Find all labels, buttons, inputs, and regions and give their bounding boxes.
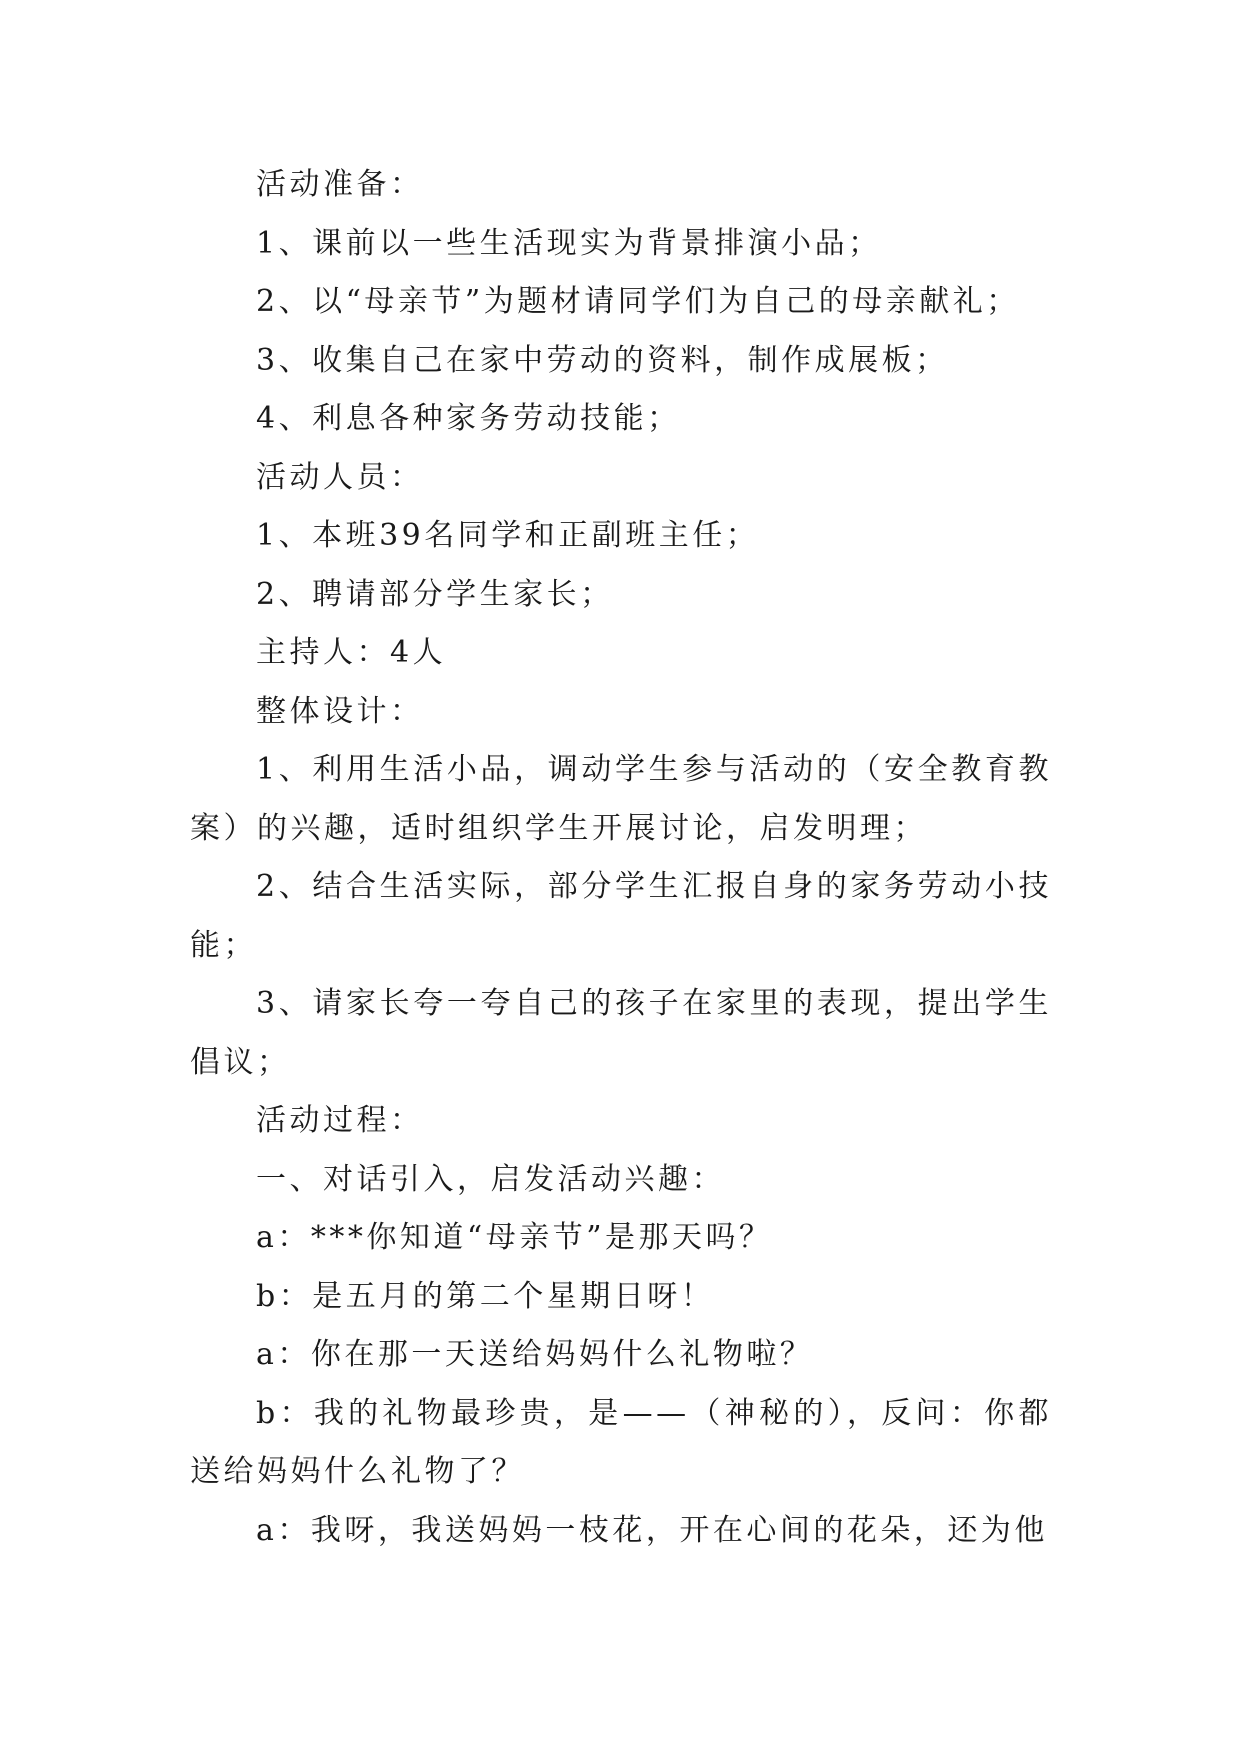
paragraph-design-heading: 整体设计： [256, 693, 424, 729]
paragraph-design-3: 3、请家长夸一夸自己的孩子在家里的表现，提出学生倡议； [190, 986, 1052, 1080]
paragraph-staff-heading: 活动人员： [256, 459, 424, 495]
paragraph-design-2: 2、结合生活实际，部分学生汇报自身的家务劳动小技能； [190, 869, 1052, 963]
paragraph-dialog-5: a：我呀，我送妈妈一枝花，开在心间的花朵，还为他 [256, 1512, 1048, 1548]
paragraph-design-1: 1、利用生活小品，调动学生参与活动的（安全教育教案）的兴趣，适时组织学生开展讨论，启发明理； [190, 752, 1052, 846]
paragraph-dialog-4: b：我的礼物最珍贵，是——（神秘的），反问：你都送给妈妈什么礼物了？ [190, 1395, 1052, 1489]
paragraph-prep-heading: 活动准备： [256, 167, 424, 202]
paragraph-process-heading: 活动过程： [256, 1103, 424, 1138]
paragraph-staff-1: 1、本班39名同学和正副班主任； [256, 518, 760, 553]
paragraph-host: 主持人：4人 [256, 635, 447, 670]
document-body [190, 156, 1052, 1560]
paragraph-dialog-1: a：***你知道“母亲节”是那天吗？ [256, 1220, 773, 1255]
paragraph-prep-3: 3、收集自己在家中劳动的资料，制作成展板； [256, 342, 949, 378]
paragraph-prep-1: 1、课前以一些生活现实为背景排演小品； [256, 225, 882, 261]
paragraph-process-1: 一、对话引入，启发活动兴趣： [256, 1161, 725, 1197]
paragraph-dialog-2: b：是五月的第二个星期日呀！ [256, 1278, 715, 1314]
paragraph-prep-4: 4、利息各种家务劳动技能； [256, 401, 681, 436]
paragraph-dialog-3: a：你在那一天送给妈妈什么礼物啦？ [256, 1337, 814, 1372]
paragraph-prep-2: 2、以“母亲节”为题材请同学们为自己的母亲献礼； [256, 284, 1020, 319]
paragraph-staff-2: 2、聘请部分学生家长； [256, 576, 614, 612]
